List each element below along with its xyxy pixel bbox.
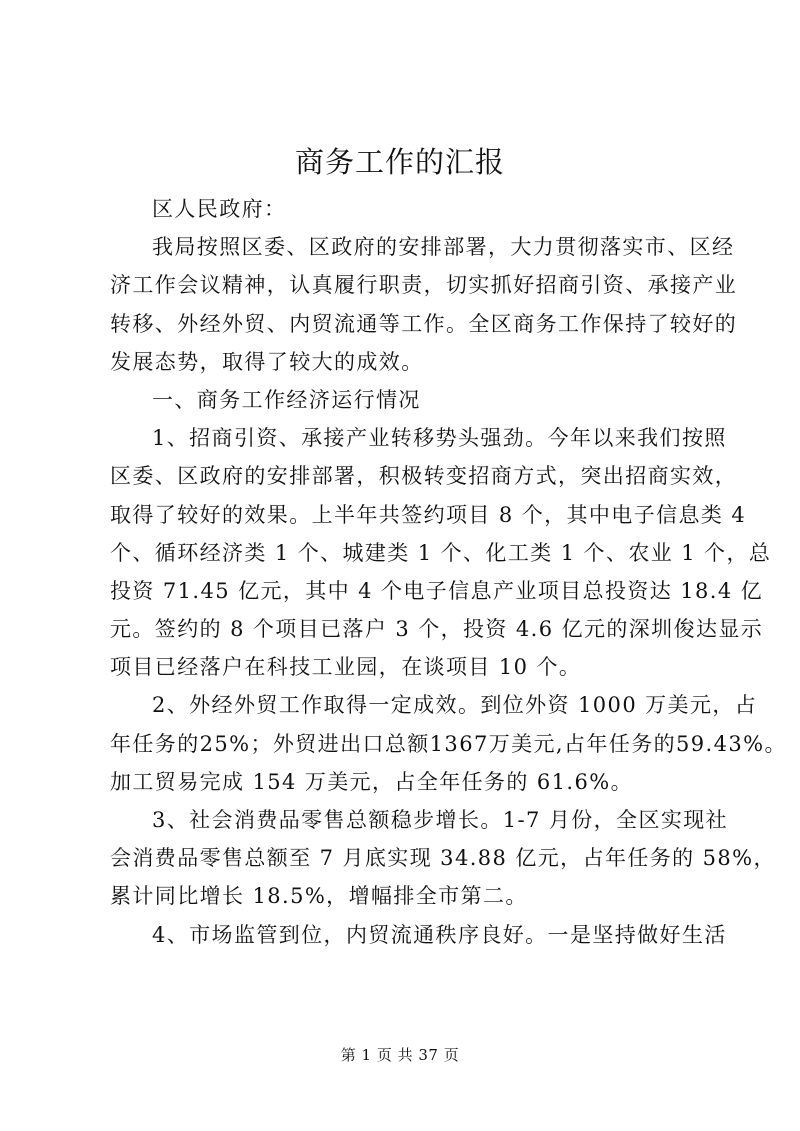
body-line: 济工作会议精神，认真履行职责，切实抓好招商引资、承接产业 bbox=[110, 273, 738, 298]
body-line: 我局按照区委、区政府的安排部署，大力贯彻落实市、区经 bbox=[152, 235, 735, 260]
body-line: 1、招商引资、承接产业转移势头强劲。今年以来我们按照 bbox=[152, 426, 727, 451]
body-line: 投资 71.45 亿元，其中 4 个电子信息产业项目总投资达 18.4 亿 bbox=[110, 578, 764, 603]
body-line: 加工贸易完成 154 万美元，占全年任务的 61.6%。 bbox=[110, 769, 634, 794]
body-line: 累计同比增长 18.5%，增幅排全市第二。 bbox=[110, 884, 528, 909]
body-line: 个、循环经济类 1 个、城建类 1 个、化工类 1 个、农业 1 个，总 bbox=[110, 540, 772, 565]
body-line: 区人民政府： bbox=[152, 197, 287, 221]
body-line: 一、商务工作经济运行情况 bbox=[152, 387, 421, 412]
document-body bbox=[110, 190, 787, 954]
body-line: 转移、外经外贸、内贸流通等工作。全区商务工作保持了较好的 bbox=[110, 311, 738, 336]
body-line: 取得了较好的效果。上半年共签约项目 8 个，其中电子信息类 4 bbox=[110, 502, 747, 527]
body-line: 发展态势，取得了较大的成效。 bbox=[110, 349, 424, 374]
body-line: 会消费品零售总额至 7 月底实现 34.88 亿元，占年任务的 58%， bbox=[110, 846, 776, 871]
body-line: 年任务的25%；外贸进出口总额1367万美元,占年任务的59.43%。 bbox=[110, 731, 787, 756]
body-line: 元。签约的 8 个项目已落户 3 个，投资 4.6 亿元的深圳俊达显示 bbox=[110, 617, 764, 642]
body-line: 3、社会消费品零售总额稳步增长。1-7 月份，全区实现社 bbox=[152, 808, 729, 832]
page-footer: 第 1 页 共 37 页 bbox=[340, 1046, 460, 1064]
body-line: 2、外经外贸工作取得一定成效。到位外资 1000 万美元，占 bbox=[152, 693, 758, 718]
body-line: 4、市场监管到位，内贸流通秩序良好。一是坚持做好生活 bbox=[152, 922, 727, 947]
document-title: 商务工作的汇报 bbox=[294, 145, 505, 179]
body-line: 项目已经落户在科技工业园，在谈项目 10 个。 bbox=[110, 655, 582, 680]
body-line: 区委、区政府的安排部署，积极转变招商方式，突出招商实效， bbox=[110, 464, 738, 489]
